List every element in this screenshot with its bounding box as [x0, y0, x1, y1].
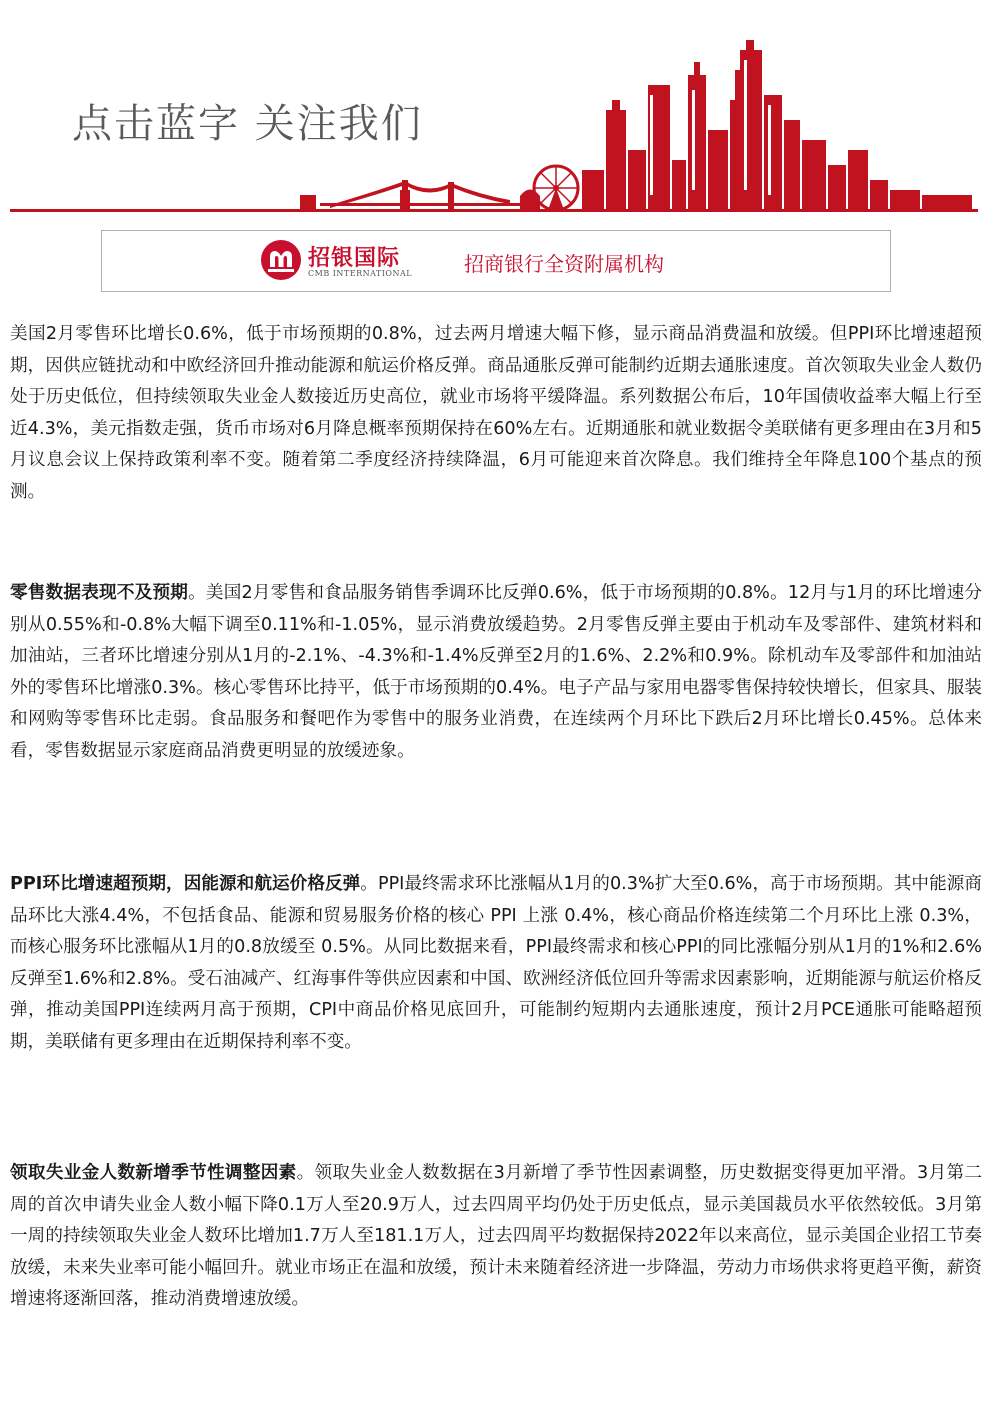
cmb-logo-icon: [260, 239, 302, 281]
section-jobless-claims: [10, 1158, 982, 1316]
section-heading: 领取失业金人数新增季节性调整因素: [10, 1163, 297, 1183]
logo-chinese-name: 招银国际: [308, 245, 401, 271]
section-heading: 零售数据表现不及预期: [10, 583, 189, 603]
city-skyline-illustration: [0, 0, 992, 215]
banner-title[interactable]: 点击蓝字 关注我们: [72, 101, 423, 147]
organization-badge: [101, 230, 891, 292]
affiliation-text: 招商银行全资附属机构: [464, 252, 664, 276]
logo-english-name: CMB INTERNATIONAL: [308, 269, 413, 278]
header-banner: [0, 0, 992, 215]
section-heading: PPI环比增速超预期，因能源和航运价格反弹: [10, 874, 361, 894]
section-body: 。PPI最终需求环比涨幅从1月的0.3%扩大至0.6%，高于市场预期。其中能源商品环比大涨4.4%，不包括食品、能源和贸易服务价格的核心 PPI 上涨 0.4%，核心商品价格连续第二个月环比上涨 0.3%，而核心服务环比涨幅从1月的0.8放缓至 0.5%。从同比数据来看，PPI最终需求和核心PPI的同比涨幅分别从1月的1%和2.6%反弹至1.6%和2.8%。受石油减产、红海事件等供应因素和中国、欧洲经济低位回升等需求因素影响，近期能源与航运价格反弹，推动美国PPI连续两月高于预期，CPI中商品价格见底回升，可能制约短期内去通胀速度，预计2月PCE通胀可能略超预期，美联储有更多理由在近期保持利率不变。: [10, 874, 982, 1052]
section-body: 。美国2月零售和食品服务销售季调环比反弹0.6%，低于市场预期的0.8%。12月与1月的环比增速分别从0.55%和-0.8%大幅下调至0.11%和-1.05%，显示消费放缓趋势。2月零售反弹主要由于机动车及零部件、建筑材料和加油站，三者环比增速分别从1月的-2.1%、-4.3%和-1.4%反弹至2月的1.6%、2.2%和0.9%。除机动车及零部件和加油站外的零售环比增涨0.3%。核心零售环比持平，低于市场预期的0.4%。电子产品与家用电器零售保持较快增长，但家具、服装和网购等零售环比走弱。食品服务和餐吧作为零售中的服务业消费，在连续两个月环比下跌后2月环比增长0.45%。总体来看，零售数据显示家庭商品消费更明显的放缓迹象。: [10, 583, 982, 761]
section-retail: [10, 578, 982, 768]
section-body: 。领取失业金人数数据在3月新增了季节性因素调整，历史数据变得更加平滑。3月第二周的首次申请失业金人数小幅下降0.1万人至20.9万人，过去四周平均仍处于历史低点，显示美国裁员水平依然较低。3月第一周的持续领取失业金人数环比增加1.7万人至181.1万人，过去四周平均数据保持2022年以来高位，显示美国企业招工节奏放缓，未来失业率可能小幅回升。就业市场正在温和放缓，预计未来随着经济进一步降温，劳动力市场供求将更趋平衡，薪资增速将逐渐回落，推动消费增速放缓。: [10, 1163, 982, 1310]
section-ppi: [10, 869, 982, 1059]
intro-paragraph: 美国2月零售环比增长0.6%，低于市场预期的0.8%，过去两月增速大幅下修，显示商品消费温和放缓。但PPI环比增速超预期，因供应链扰动和中欧经济回升推动能源和航运价格反弹。商品通胀反弹可能制约近期去通胀速度。首次领取失业金人数仍处于历史低位，但持续领取失业金人数接近历史高位，就业市场将平缓降温。系列数据公布后，10年国债收益率大幅上行至近4.3%，美元指数走强，货币市场对6月降息概率预期保持在60%左右。近期通胀和就业数据令美联储有更多理由在3月和5月议息会议上保持政策利率不变。随着第二季度经济持续降温，6月可能迎来首次降息。我们维持全年降息100个基点的预测。: [10, 324, 982, 502]
